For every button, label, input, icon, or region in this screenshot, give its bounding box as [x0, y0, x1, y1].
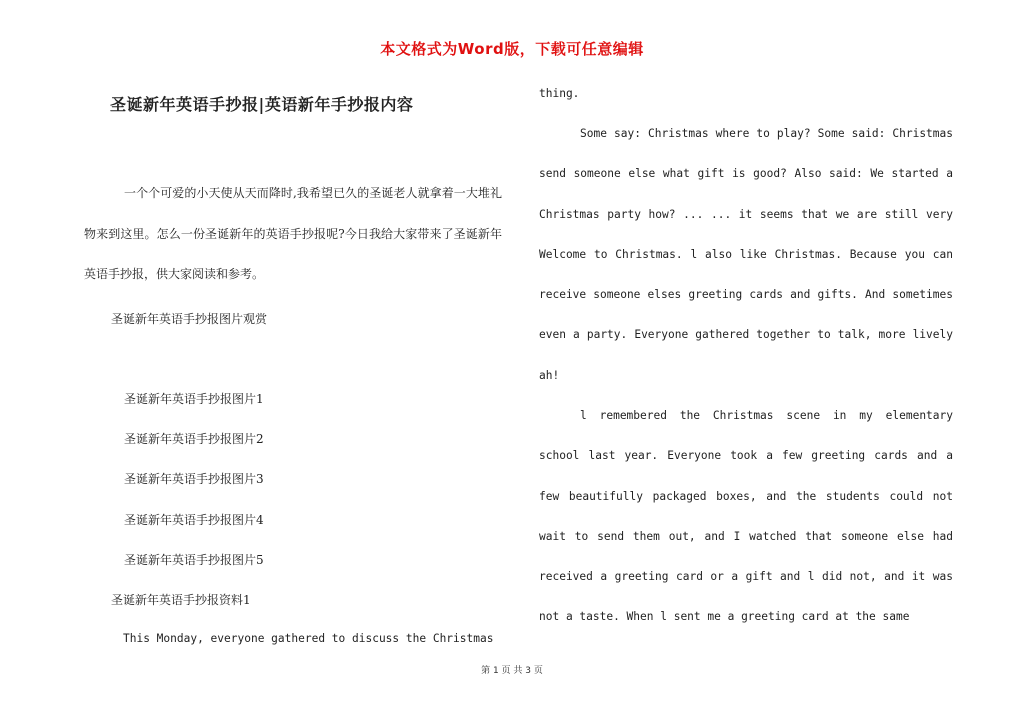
- right-paragraph-1: Some say: Christmas where to play? Some said: Christmas send someone else what gift is good? Also said: We started a Christmas party how? ... ... it seems that we are still very Welcome to Christmas. l also like Christmas. Because you can receive someone elses greeting cards and gifts. And sometimes even a party. Everyone gathered together to talk, more lively ah!: [539, 127, 953, 382]
- section-heading: 圣诞新年英语手抄报图片观赏: [111, 312, 268, 326]
- word-format-banner: 本文格式为Word版，下载可任意编辑: [380, 40, 644, 58]
- page-footer: 第 1 页 共 3 页: [481, 666, 543, 676]
- document-title: 圣诞新年英语手抄报|英语新年手抄报内容: [110, 95, 414, 114]
- left-last-line: This Monday, everyone gathered to discuss the Christmas: [123, 632, 494, 645]
- image-caption-2: 圣诞新年英语手抄报图片2: [124, 432, 264, 446]
- image-caption-4: 圣诞新年英语手抄报图片4: [124, 513, 264, 527]
- image-caption-5: 圣诞新年英语手抄报图片5: [124, 553, 264, 567]
- intro-paragraph: 一个个可爱的小天使从天而降时,我希望已久的圣诞老人就拿着一大堆礼物来到这里。怎么一份圣诞新年的英语手抄报呢?今日我给大家带来了圣诞新年英语手抄报，供大家阅读和参考。: [84, 186, 502, 281]
- image-caption-1: 圣诞新年英语手抄报图片1: [124, 392, 264, 406]
- material-heading: 圣诞新年英语手抄报资料1: [111, 593, 251, 607]
- right-first-line: thing.: [539, 87, 580, 100]
- right-paragraph-2: l remembered the Christmas scene in my elementary school last year. Everyone took a few greeting cards and a few beautifully packaged boxes, and the students could not wait to send them out, and I watched that someone else had received a greeting card or a gift and l did not, and it was not a taste. When l sent me a greeting card at the same: [539, 409, 953, 624]
- image-caption-3: 圣诞新年英语手抄报图片3: [124, 472, 264, 486]
